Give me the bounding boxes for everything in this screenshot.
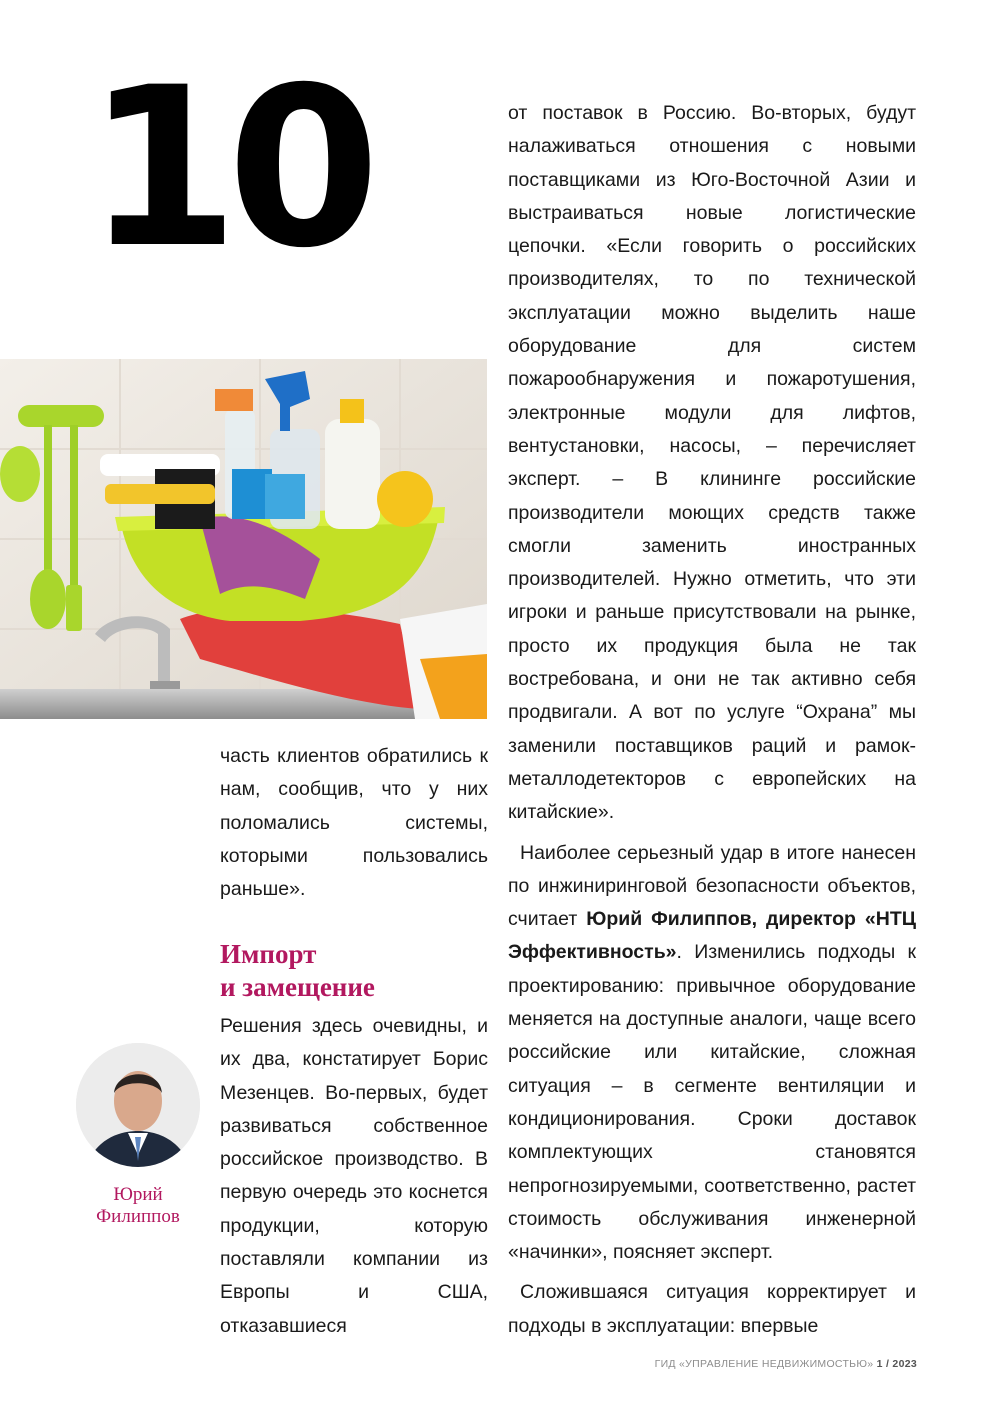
issue-number: 1 / 2023: [876, 1358, 917, 1370]
cleaning-supplies-photo: [0, 359, 487, 719]
paragraph: Решения здесь очевидны, и их два, констатирует Борис Мезенцев. Во-первых, будет развиваться собственное российское производство. В первую очередь это коснется продукции, которую поставляли компании из Европы и США, отказавшиеся: [220, 1015, 488, 1337]
page-footer: [655, 1358, 917, 1370]
left-column-top: [220, 740, 488, 906]
paragraph: [508, 837, 916, 1270]
paragraph-text: . Изменились подходы к проектированию: привычное оборудование меняется на доступные аналоги, чаще всего российские или китайские, сложная ситуация – в сегменте вентиляции и кондиционирования. Сроки доставок комплектующих становятся непрогнозируемыми, соответственно, растет стоимость обслуживания инженерной «начинки», поясняет эксперт.: [508, 941, 916, 1264]
caption-first-name: Юрий: [113, 1184, 163, 1205]
section-heading: [220, 938, 488, 1004]
page-number: 10: [86, 40, 369, 296]
left-column-bottom: [220, 1010, 488, 1343]
paragraph: Сложившаяся ситуация корректирует и подходы в эксплуатации: впервые: [508, 1281, 916, 1337]
right-column: [508, 97, 916, 1343]
paragraph: от поставок в Россию. Во-вторых, будут налаживаться отношения с новыми поставщиками из Юго-Восточной Азии и выстраиваться новые логистические цепочки. «Если говорить о российских производителях, то по технической эксплуатации можно выделить наше оборудование для систем пожарообнаружения и пожаротушения, электронные модули для лифтов, вентустановки, насосы, – перечисляет эксперт. – В клининге российские производители моющих средств также смогли заменить иностранных производителей. Нужно отметить, что эти игроки и раньше присутствовали на рынке, просто их продукция была не так востребована, и они не так активно себя продвигали. А вот по услуге “Охрана” мы заменили поставщиков раций и рамок-металлодетекторов с европейских на китайские».: [508, 102, 916, 824]
expert-name: Юрий Филиппов, директор «НТЦ Эффективность»: [508, 908, 916, 964]
paragraph: часть клиентов обратились к нам, сообщив, что у них поломались системы, которыми пользовались раньше».: [220, 745, 488, 901]
portrait-photo: [76, 1043, 200, 1167]
publication-title: ГИД «УПРАВЛЕНИЕ НЕДВИЖИМОСТЬЮ»: [654, 1358, 874, 1370]
portrait-caption: [70, 1184, 206, 1228]
heading-line-1: Импорт: [220, 939, 317, 969]
paragraph-text: Наиболее серьезный удар в итоге нанесен по инжиниринговой безопасности объектов, считает: [508, 841, 916, 931]
heading-line-2: и замещение: [220, 972, 375, 1002]
caption-last-name: Филиппов: [96, 1206, 180, 1227]
